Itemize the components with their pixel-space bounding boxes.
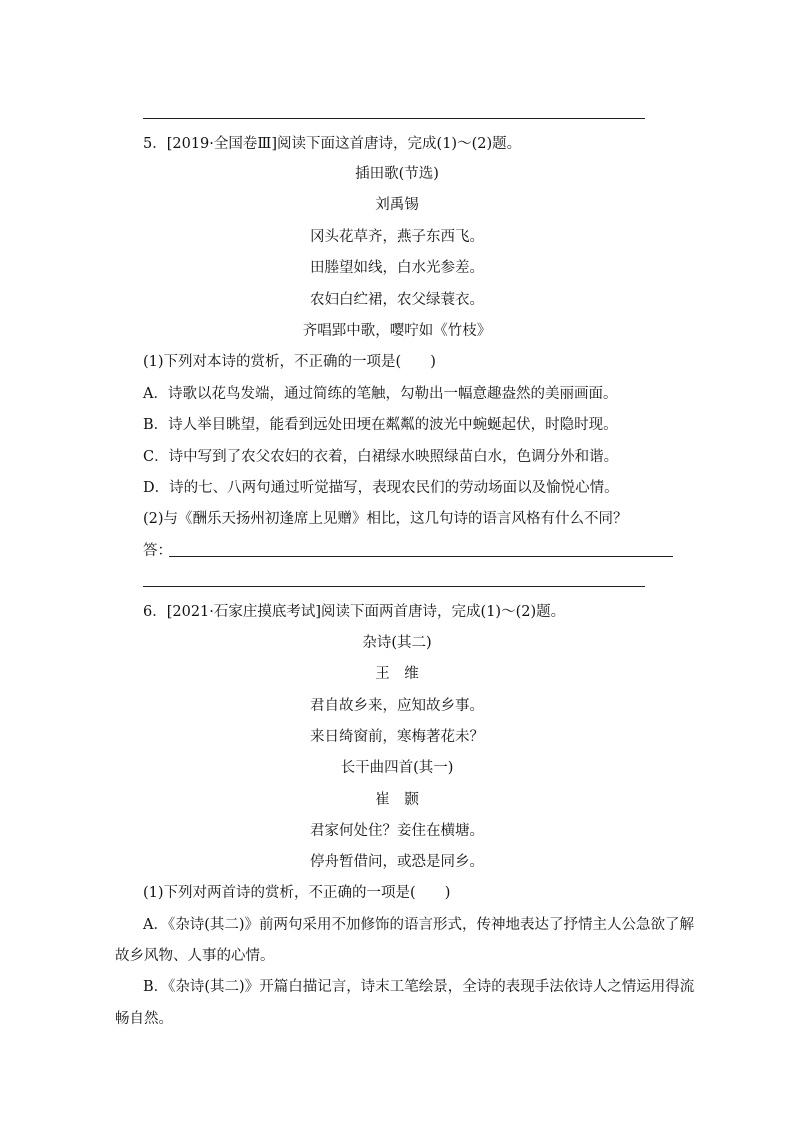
top-rule xyxy=(143,118,645,119)
sub-question-1: (1)下列对本诗的赏析，不正确的一项是( ) xyxy=(143,354,436,370)
poem-line: 君家何处住？妾住在横塘。 xyxy=(310,823,484,839)
poem1-author: 王 维 xyxy=(375,666,419,682)
option-a: A．诗歌以花鸟发端，通过简练的笔触，勾勒出一幅意趣盎然的美丽画面。 xyxy=(143,386,618,402)
poem2-title: 长干曲四首(其一) xyxy=(340,760,454,776)
option-c: C．诗中写到了农父农妇的衣着，白裙绿水映照绿苗白水，色调分外和谐。 xyxy=(143,449,619,465)
question-6-header: 6．[2021·石家庄摸底考试]阅读下面两首唐诗，完成(1)～(2)题。 xyxy=(143,604,566,620)
sub-question-2: (2)与《酬乐天扬州初逢席上见赠》相比，这几句诗的语言风格有什么不同？ xyxy=(143,511,628,527)
poem-line: 君自故乡来，应知故乡事。 xyxy=(310,698,484,714)
answer-line[interactable] xyxy=(169,556,673,557)
poem-author: 刘禹锡 xyxy=(375,197,419,213)
poem-title: 插田歌(节选) xyxy=(355,166,439,182)
poem-line: 来日绮窗前，寒梅著花未？ xyxy=(310,729,484,745)
poem-line: 停舟暂借问，或恐是同乡。 xyxy=(310,854,484,870)
poem-line: 农妇白纻裙，农父绿蓑衣。 xyxy=(310,292,484,308)
option-b-line-2: 畅自然。 xyxy=(115,1011,173,1027)
sub-question-1: (1)下列对两首诗的赏析，不正确的一项是( ) xyxy=(143,885,451,901)
poem-line: 齐唱郢中歌，嘤咛如《竹枝》 xyxy=(302,323,492,339)
answer-label: 答： xyxy=(143,543,172,559)
option-d: D．诗的七、八两句通过听觉描写，表现农民们的劳动场面以及愉悦心情。 xyxy=(143,480,619,496)
option-b: B．诗人举目眺望，能看到远处田埂在粼粼的波光中蜿蜒起伏，时隐时现。 xyxy=(143,417,618,433)
poem2-author: 崔 颢 xyxy=(375,792,419,808)
option-b-line-1: B．《杂诗(其二)》开篇白描记言，诗末工笔绘景，全诗的表现手法依诗人之情运用得流 xyxy=(143,979,695,995)
poem-line: 冈头花草齐，燕子东西飞。 xyxy=(310,229,484,245)
option-a-line-1: A．《杂诗(其二)》前两句采用不加修饰的语言形式，传神地表达了抒情主人公急欲了解 xyxy=(143,917,695,933)
question-5-header: 5．[2019·全国卷Ⅲ]阅读下面这首唐诗，完成(1)～(2)题。 xyxy=(143,136,522,152)
poem-line: 田塍望如线，白水光参差。 xyxy=(310,260,484,276)
answer-line-2[interactable] xyxy=(143,586,645,587)
option-a-line-2: 故乡风物、人事的心情。 xyxy=(115,948,275,964)
poem1-title: 杂诗(其二) xyxy=(362,635,432,651)
